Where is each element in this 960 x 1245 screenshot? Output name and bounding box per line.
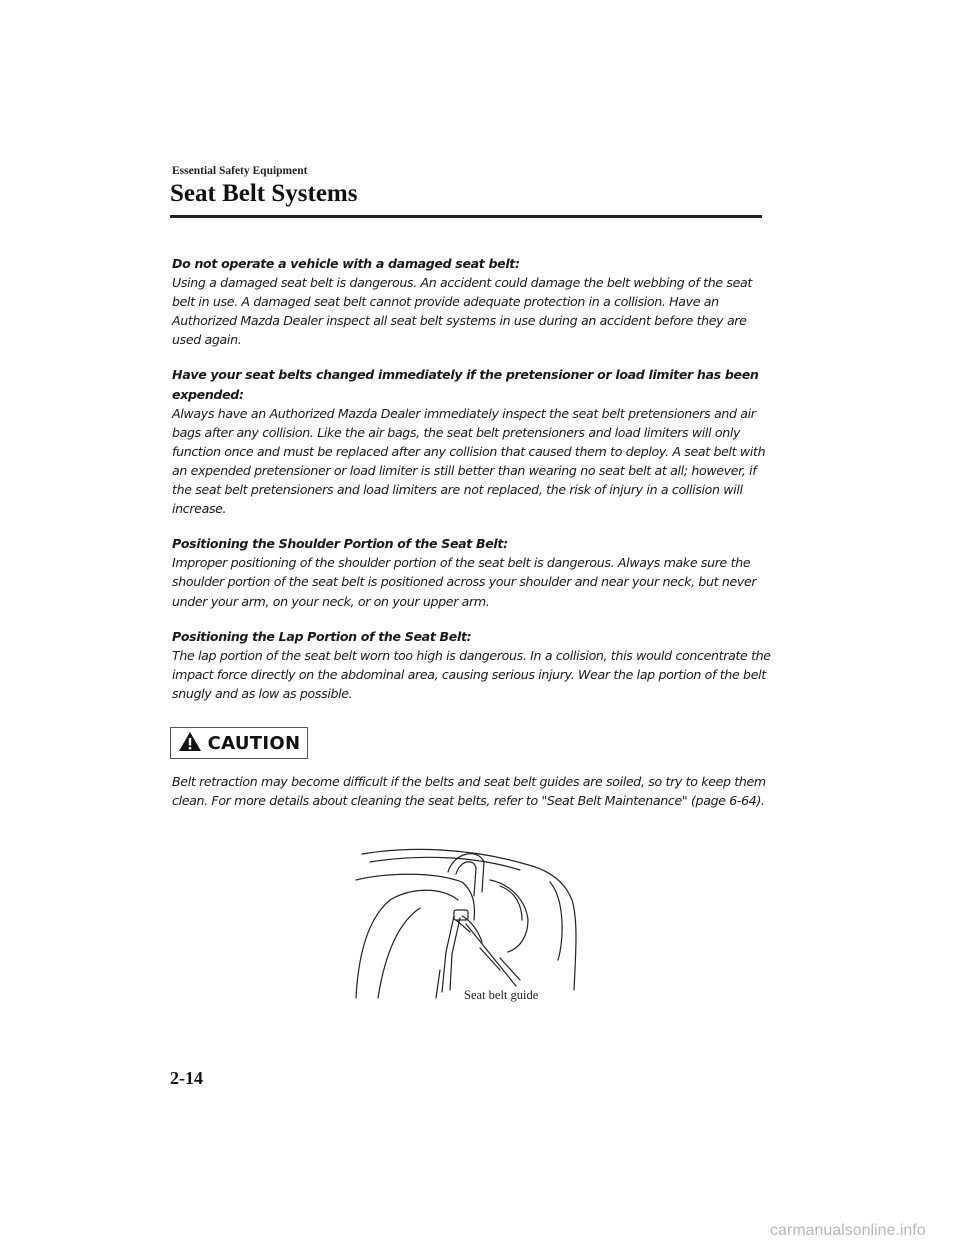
warning-triangle-icon xyxy=(178,731,202,756)
warning-content xyxy=(172,254,772,719)
figure-label: Seat belt guide xyxy=(464,988,539,1002)
warning-body: Always have an Authorized Mazda Dealer immediately inspect the seat belt pretensioners and air bags after any collision. Like the air bags, the seat belt pretensioners and load limiters will only function once and must be replaced after any collision that caused them to deploy. A seat belt with an expended pretensioner or load limiter is still better than wearing no seat belt at all; however, if the seat belt pretensioners and load limiters are not replaced, the risk of injury in a collision will increase. xyxy=(172,405,766,517)
warning-heading: Have your seat belts changed immediately if the pretensioner or load limiter has been expended: xyxy=(172,367,759,402)
title-rule xyxy=(170,215,762,218)
section-label: Essential Safety Equipment xyxy=(172,165,308,177)
warning-shoulder-portion xyxy=(172,534,772,610)
warning-body: Improper positioning of the shoulder portion of the seat belt is dangerous. Always make sure the shoulder portion of the seat belt is positioned across your shoulder and near your neck, but never under your arm, on your neck, or on your upper arm. xyxy=(172,555,757,609)
warning-lap-portion xyxy=(172,627,772,703)
warning-heading: Positioning the Lap Portion of the Seat Belt: xyxy=(172,628,472,644)
page-number: 2-14 xyxy=(170,1068,203,1088)
warning-heading: Positioning the Shoulder Portion of the Seat Belt: xyxy=(172,536,508,552)
caution-label: CAUTION xyxy=(207,732,301,754)
warning-body: The lap portion of the seat belt worn too high is dangerous. In a collision, this would concentrate the impact force directly on the abdominal area, causing serious injury. Wear the lap portion of the belt snugly and as low as possible. xyxy=(172,647,771,701)
warning-pretensioner xyxy=(172,365,772,518)
warning-body: Using a damaged seat belt is dangerous. An accident could damage the belt webbing of the seat belt in use. A damaged seat belt cannot provide adequate protection in a collision. Have an Authorized Mazda Dealer inspect all seat belt systems in use during an accident before they are used again. xyxy=(172,275,752,348)
caution-text: Belt retraction may become difficult if the belts and seat belt guides are soiled, so try to keep them clean. For more details about cleaning the seat belts, refer to "Seat Belt Maintenance" (page 6-64). xyxy=(172,774,766,809)
caution-box xyxy=(170,727,308,759)
footer-watermark[interactable]: carmanualsonline.info xyxy=(770,1222,926,1239)
seat-belt-guide-illustration xyxy=(350,840,590,1010)
page-title: Seat Belt Systems xyxy=(170,180,358,207)
warning-heading: Do not operate a vehicle with a damaged seat belt: xyxy=(172,256,520,271)
warning-damaged-belt xyxy=(172,254,772,349)
